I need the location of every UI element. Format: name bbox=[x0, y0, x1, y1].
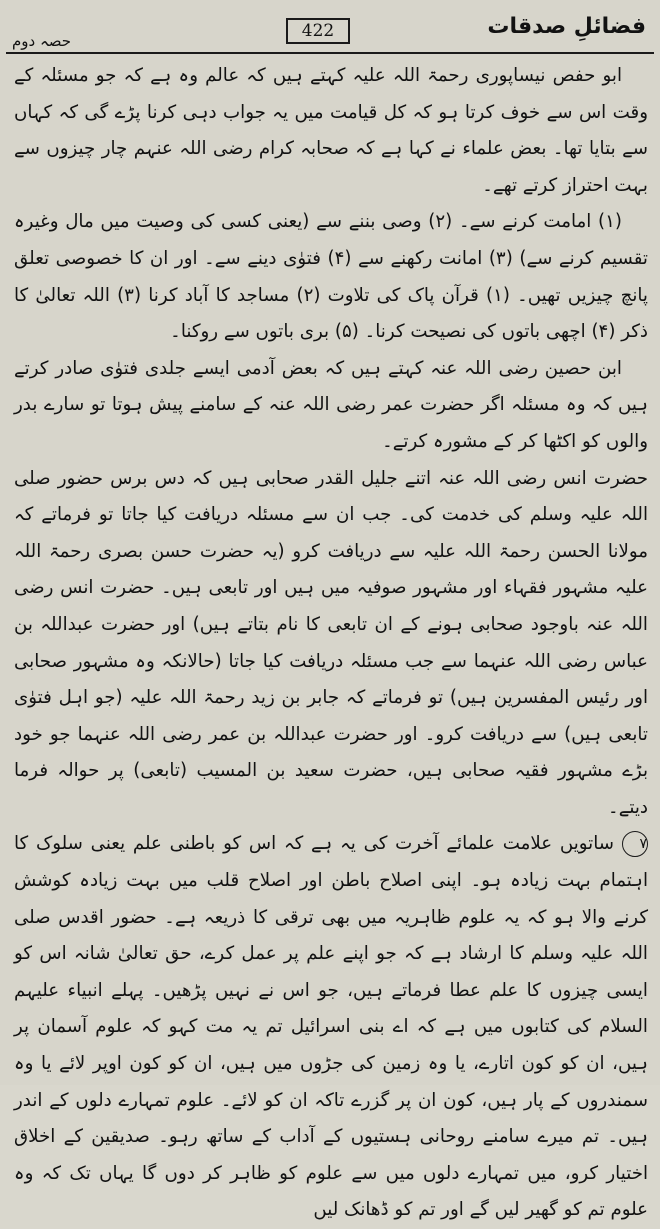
paragraph-four-things: (۱) امامت کرنے سے۔ (۲) وصی بننے سے (یعنی کسی کی وصیت میں مال وغیرہ تقسیم کرنے سے) (۳) امانت رکھنے سے (۴) فتوٰی دینے سے۔ اور ان کا خصوصی تعلق پانچ چیزیں تھیں۔ (۱) قرآن پاک کی تلاوت (۲) مساجد کا آباد کرنا (۳) اللہ تعالیٰ کا ذکر (۴) اچھی باتوں کی نصیحت کرنا۔ (۵) بری باتوں سے روکنا۔ bbox=[14, 211, 648, 343]
paragraph-seventh-sign-text: ساتویں علامت علمائے آخرت کی یہ ہے کہ اس کو باطنی علم یعنی سلوک کا اہتمام بہت زیادہ ہو۔ اپنی اصلاح باطن اور اصلاح قلب میں بہت زیادہ کوشش کرنے والا ہو کہ یہ علوم ظاہریہ میں بھی ترقی کا ذریعہ ہے۔ حضور اقدس صلی اللہ علیہ وسلم کا ارشاد ہے کہ جو اپنے علم پر عمل کرے، حق تعالیٰ شانہ اس کو ایسی چیزوں کا علم عطا فرماتے ہیں، جو اس نے نہیں پڑھیں۔ پہلے انبیاء علیہم السلام کی کتابوں میں ہے کہ اے بنی اسرائیل تم یہ مت کہو کہ علوم آسمان پر ہیں، ان کو کون اتارے، یا وہ زمین کی جڑوں میں ہیں، ان کو کون اوپر لائے یا وہ سمندروں کے پار ہیں، کون ان پر گزرے تاکہ ان کو لائے۔ علوم تمہارے دلوں کے اندر ہیں۔ تم میرے سامنے روحانی ہستیوں کے آداب کے ساتھ رہو۔ صدیقین کے اخلاق اختیار کرو، میں تمہارے دلوں میں سے علوم کو ظاہر کر دوں گا یہاں تک کہ وہ علوم تم کو گھیر لیں گے اور تم کو ڈھانک لیں bbox=[14, 833, 648, 1221]
volume-label: حصہ دوم bbox=[12, 32, 72, 50]
page-body bbox=[14, 58, 648, 1229]
paragraph-abu-hafs: ابو حفص نیساپوری رحمۃ اللہ علیہ کہتے ہیں کہ عالم وہ ہے کہ جو مسئلہ کے وقت اس سے خوف کرتا ہو کہ کل قیامت میں یہ جواب دہی کرنا پڑے گی کہ کہاں سے بتایا تھا۔ بعض علماء نے کہا ہے کہ صحابہ کرام رضی اللہ عنہم چار چیزوں سے بہت احتراز کرتے تھے۔ bbox=[14, 65, 648, 196]
book-title: فضائلِ صدقات bbox=[487, 14, 646, 39]
paragraph-hazrat-anas: حضرت انس رضی اللہ عنہ اتنے جلیل القدر صحابی ہیں کہ دس برس حضور صلی اللہ علیہ وسلم کی خدمت کی۔ جب ان سے مسئلہ دریافت کیا جاتا تو فرماتے کہ مولانا الحسن رحمۃ اللہ علیہ سے دریافت کرو (یہ حضرت حسن بصری رحمۃ اللہ علیہ مشہور فقہاء اور مشہور صوفیہ میں ہیں اور تابعی ہیں۔ حضرت انس رضی اللہ عنہ باوجود صحابی ہونے کے ان تابعی کا نام بتاتے ہیں) اور حضرت عبداللہ بن عباس رضی اللہ عنہما سے جب مسئلہ دریافت کیا جاتا (حالانکہ وہ مشہور صحابی اور رئیس المفسرین ہیں) تو فرماتے کہ جابر بن زید رحمۃ اللہ علیہ (جو اہل فتوٰی تابعی ہیں) سے دریافت کرو۔ اور حضرت عبداللہ بن عمر رضی اللہ عنہما جو خود بڑے مشہور فقیہ صحابی ہیں، حضرت سعید بن المسیب (تابعی) پر حوالہ فرما دیتے۔ bbox=[14, 467, 648, 818]
page-header bbox=[0, 0, 660, 52]
paragraph-ibn-husain: ابن حصین رضی اللہ عنہ کہتے ہیں کہ بعض آدمی ایسے جلدی فتوٰی صادر کرتے ہیں کہ وہ مسئلہ اگر حضرت عمر رضی اللہ عنہ کے سامنے پیش ہوتا تو سارے بدر والوں کو اکٹھا کر کے مشورہ کرتے۔ bbox=[14, 357, 648, 452]
section-marker: ۷ bbox=[622, 831, 648, 857]
page-number: 422 bbox=[286, 18, 350, 44]
header-rule bbox=[6, 52, 654, 54]
paragraph-seventh-sign bbox=[14, 826, 648, 1229]
